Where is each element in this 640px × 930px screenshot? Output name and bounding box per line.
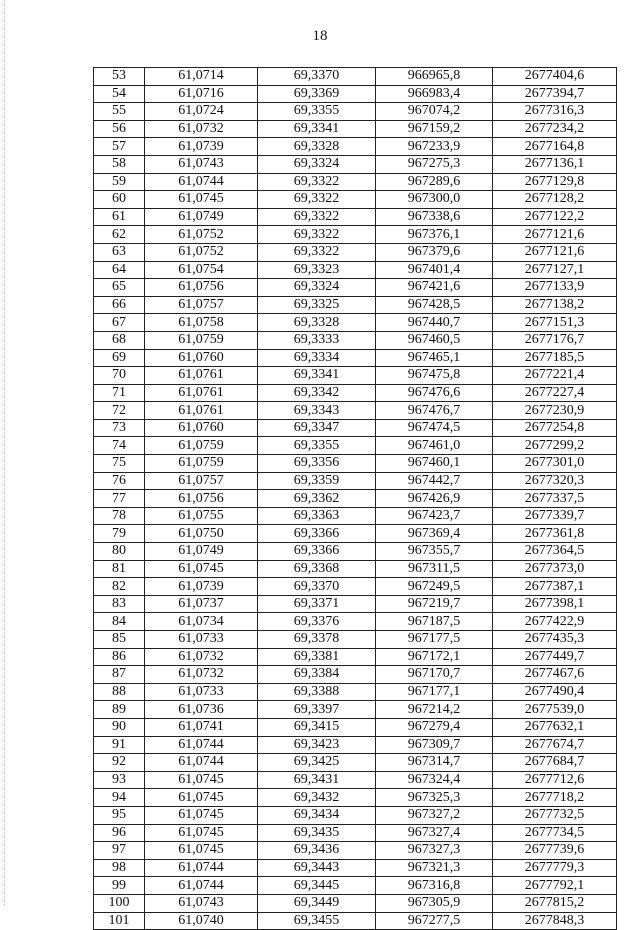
longitude-cell: 69,3356 (258, 455, 376, 473)
latitude-cell: 61,0739 (145, 578, 258, 596)
point-number-cell: 90 (94, 718, 145, 736)
x-coordinate-cell: 967379,6 (376, 243, 493, 261)
coordinates-table (93, 67, 617, 930)
table-row (94, 806, 617, 824)
table-body (94, 68, 617, 930)
point-number-cell: 79 (94, 525, 145, 543)
x-coordinate-cell: 967460,1 (376, 455, 493, 473)
y-coordinate-cell: 2677684,7 (493, 754, 617, 772)
table-row (94, 155, 617, 173)
latitude-cell: 61,0761 (145, 384, 258, 402)
y-coordinate-cell: 2677127,1 (493, 261, 617, 279)
y-coordinate-cell: 2677404,6 (493, 68, 617, 86)
latitude-cell: 61,0759 (145, 455, 258, 473)
longitude-cell: 69,3425 (258, 754, 376, 772)
longitude-cell: 69,3397 (258, 701, 376, 719)
longitude-cell: 69,3341 (258, 120, 376, 138)
point-number-cell: 74 (94, 437, 145, 455)
x-coordinate-cell: 967311,5 (376, 560, 493, 578)
longitude-cell: 69,3431 (258, 771, 376, 789)
longitude-cell: 69,3334 (258, 349, 376, 367)
x-coordinate-cell: 967314,7 (376, 754, 493, 772)
longitude-cell: 69,3370 (258, 68, 376, 86)
latitude-cell: 61,0754 (145, 261, 258, 279)
table-row (94, 314, 617, 332)
latitude-cell: 61,0743 (145, 894, 258, 912)
x-coordinate-cell: 967428,5 (376, 296, 493, 314)
binding-edge (4, 0, 7, 905)
y-coordinate-cell: 2677373,0 (493, 560, 617, 578)
longitude-cell: 69,3324 (258, 279, 376, 297)
x-coordinate-cell: 967440,7 (376, 314, 493, 332)
x-coordinate-cell: 967214,2 (376, 701, 493, 719)
point-number-cell: 57 (94, 138, 145, 156)
y-coordinate-cell: 2677320,3 (493, 472, 617, 490)
latitude-cell: 61,0741 (145, 718, 258, 736)
x-coordinate-cell: 966983,4 (376, 85, 493, 103)
point-number-cell: 58 (94, 155, 145, 173)
table-row (94, 173, 617, 191)
point-number-cell: 73 (94, 419, 145, 437)
point-number-cell: 65 (94, 279, 145, 297)
table-row (94, 543, 617, 561)
latitude-cell: 61,0734 (145, 613, 258, 631)
x-coordinate-cell: 967159,2 (376, 120, 493, 138)
latitude-cell: 61,0737 (145, 595, 258, 613)
longitude-cell: 69,3366 (258, 525, 376, 543)
table-row (94, 824, 617, 842)
longitude-cell: 69,3324 (258, 155, 376, 173)
table-row (94, 472, 617, 490)
longitude-cell: 69,3328 (258, 314, 376, 332)
table-row (94, 349, 617, 367)
latitude-cell: 61,0744 (145, 877, 258, 895)
x-coordinate-cell: 967476,6 (376, 384, 493, 402)
y-coordinate-cell: 2677136,1 (493, 155, 617, 173)
point-number-cell: 95 (94, 806, 145, 824)
x-coordinate-cell: 967170,7 (376, 666, 493, 684)
table-row (94, 384, 617, 402)
y-coordinate-cell: 2677539,0 (493, 701, 617, 719)
y-coordinate-cell: 2677129,8 (493, 173, 617, 191)
point-number-cell: 84 (94, 613, 145, 631)
y-coordinate-cell: 2677467,6 (493, 666, 617, 684)
x-coordinate-cell: 967423,7 (376, 507, 493, 525)
y-coordinate-cell: 2677339,7 (493, 507, 617, 525)
longitude-cell: 69,3328 (258, 138, 376, 156)
table-row (94, 736, 617, 754)
longitude-cell: 69,3322 (258, 173, 376, 191)
x-coordinate-cell: 967309,7 (376, 736, 493, 754)
point-number-cell: 81 (94, 560, 145, 578)
x-coordinate-cell: 967187,5 (376, 613, 493, 631)
latitude-cell: 61,0732 (145, 648, 258, 666)
x-coordinate-cell: 967426,9 (376, 490, 493, 508)
x-coordinate-cell: 967355,7 (376, 543, 493, 561)
table-row (94, 718, 617, 736)
longitude-cell: 69,3343 (258, 402, 376, 420)
latitude-cell: 61,0749 (145, 543, 258, 561)
point-number-cell: 101 (94, 912, 145, 930)
longitude-cell: 69,3370 (258, 578, 376, 596)
point-number-cell: 71 (94, 384, 145, 402)
longitude-cell: 69,3322 (258, 243, 376, 261)
point-number-cell: 66 (94, 296, 145, 314)
latitude-cell: 61,0760 (145, 419, 258, 437)
latitude-cell: 61,0736 (145, 701, 258, 719)
table-row (94, 789, 617, 807)
latitude-cell: 61,0755 (145, 507, 258, 525)
y-coordinate-cell: 2677128,2 (493, 191, 617, 209)
latitude-cell: 61,0749 (145, 208, 258, 226)
longitude-cell: 69,3443 (258, 859, 376, 877)
longitude-cell: 69,3378 (258, 631, 376, 649)
latitude-cell: 61,0759 (145, 437, 258, 455)
table-row (94, 208, 617, 226)
y-coordinate-cell: 2677792,1 (493, 877, 617, 895)
latitude-cell: 61,0745 (145, 560, 258, 578)
longitude-cell: 69,3434 (258, 806, 376, 824)
x-coordinate-cell: 967316,8 (376, 877, 493, 895)
y-coordinate-cell: 2677449,7 (493, 648, 617, 666)
x-coordinate-cell: 967249,5 (376, 578, 493, 596)
longitude-cell: 69,3388 (258, 683, 376, 701)
longitude-cell: 69,3368 (258, 560, 376, 578)
latitude-cell: 61,0759 (145, 331, 258, 349)
longitude-cell: 69,3366 (258, 543, 376, 561)
y-coordinate-cell: 2677732,5 (493, 806, 617, 824)
point-number-cell: 82 (94, 578, 145, 596)
latitude-cell: 61,0760 (145, 349, 258, 367)
point-number-cell: 89 (94, 701, 145, 719)
y-coordinate-cell: 2677734,5 (493, 824, 617, 842)
x-coordinate-cell: 967421,6 (376, 279, 493, 297)
y-coordinate-cell: 2677227,4 (493, 384, 617, 402)
longitude-cell: 69,3384 (258, 666, 376, 684)
x-coordinate-cell: 967476,7 (376, 402, 493, 420)
longitude-cell: 69,3435 (258, 824, 376, 842)
table-row (94, 595, 617, 613)
table-row (94, 525, 617, 543)
y-coordinate-cell: 2677398,1 (493, 595, 617, 613)
table-row (94, 631, 617, 649)
x-coordinate-cell: 967327,2 (376, 806, 493, 824)
latitude-cell: 61,0756 (145, 279, 258, 297)
point-number-cell: 62 (94, 226, 145, 244)
point-number-cell: 78 (94, 507, 145, 525)
point-number-cell: 75 (94, 455, 145, 473)
table-row (94, 103, 617, 121)
point-number-cell: 64 (94, 261, 145, 279)
table-row (94, 771, 617, 789)
latitude-cell: 61,0733 (145, 683, 258, 701)
y-coordinate-cell: 2677779,3 (493, 859, 617, 877)
table-row (94, 455, 617, 473)
y-coordinate-cell: 2677185,5 (493, 349, 617, 367)
point-number-cell: 61 (94, 208, 145, 226)
point-number-cell: 69 (94, 349, 145, 367)
x-coordinate-cell: 967289,6 (376, 173, 493, 191)
x-coordinate-cell: 967275,3 (376, 155, 493, 173)
x-coordinate-cell: 967219,7 (376, 595, 493, 613)
point-number-cell: 59 (94, 173, 145, 191)
x-coordinate-cell: 967277,5 (376, 912, 493, 930)
x-coordinate-cell: 967369,4 (376, 525, 493, 543)
table-row (94, 138, 617, 156)
table-row (94, 842, 617, 860)
point-number-cell: 92 (94, 754, 145, 772)
point-number-cell: 96 (94, 824, 145, 842)
point-number-cell: 55 (94, 103, 145, 121)
point-number-cell: 70 (94, 367, 145, 385)
table-row (94, 894, 617, 912)
latitude-cell: 61,0744 (145, 173, 258, 191)
point-number-cell: 68 (94, 331, 145, 349)
point-number-cell: 60 (94, 191, 145, 209)
x-coordinate-cell: 967475,8 (376, 367, 493, 385)
y-coordinate-cell: 2677337,5 (493, 490, 617, 508)
x-coordinate-cell: 967177,1 (376, 683, 493, 701)
y-coordinate-cell: 2677299,2 (493, 437, 617, 455)
y-coordinate-cell: 2677176,7 (493, 331, 617, 349)
latitude-cell: 61,0744 (145, 736, 258, 754)
point-number-cell: 99 (94, 877, 145, 895)
table-row (94, 120, 617, 138)
latitude-cell: 61,0752 (145, 243, 258, 261)
table-row (94, 613, 617, 631)
x-coordinate-cell: 967325,3 (376, 789, 493, 807)
longitude-cell: 69,3322 (258, 208, 376, 226)
point-number-cell: 83 (94, 595, 145, 613)
longitude-cell: 69,3376 (258, 613, 376, 631)
table-row (94, 261, 617, 279)
x-coordinate-cell: 967461,0 (376, 437, 493, 455)
longitude-cell: 69,3381 (258, 648, 376, 666)
longitude-cell: 69,3415 (258, 718, 376, 736)
table-row (94, 367, 617, 385)
table-row (94, 578, 617, 596)
x-coordinate-cell: 967338,6 (376, 208, 493, 226)
x-coordinate-cell: 966965,8 (376, 68, 493, 86)
x-coordinate-cell: 967172,1 (376, 648, 493, 666)
longitude-cell: 69,3323 (258, 261, 376, 279)
point-number-cell: 86 (94, 648, 145, 666)
y-coordinate-cell: 2677316,3 (493, 103, 617, 121)
y-coordinate-cell: 2677712,6 (493, 771, 617, 789)
y-coordinate-cell: 2677422,9 (493, 613, 617, 631)
longitude-cell: 69,3432 (258, 789, 376, 807)
x-coordinate-cell: 967460,5 (376, 331, 493, 349)
page-number: 18 (312, 28, 328, 44)
point-number-cell: 72 (94, 402, 145, 420)
y-coordinate-cell: 2677122,2 (493, 208, 617, 226)
latitude-cell: 61,0745 (145, 806, 258, 824)
latitude-cell: 61,0757 (145, 296, 258, 314)
x-coordinate-cell: 967279,4 (376, 718, 493, 736)
y-coordinate-cell: 2677394,7 (493, 85, 617, 103)
table-row (94, 226, 617, 244)
x-coordinate-cell: 967074,2 (376, 103, 493, 121)
point-number-cell: 63 (94, 243, 145, 261)
table-row (94, 877, 617, 895)
y-coordinate-cell: 2677490,4 (493, 683, 617, 701)
x-coordinate-cell: 967376,1 (376, 226, 493, 244)
longitude-cell: 69,3333 (258, 331, 376, 349)
longitude-cell: 69,3449 (258, 894, 376, 912)
y-coordinate-cell: 2677815,2 (493, 894, 617, 912)
y-coordinate-cell: 2677848,3 (493, 912, 617, 930)
y-coordinate-cell: 2677364,5 (493, 543, 617, 561)
table-row (94, 437, 617, 455)
latitude-cell: 61,0761 (145, 402, 258, 420)
point-number-cell: 87 (94, 666, 145, 684)
longitude-cell: 69,3445 (258, 877, 376, 895)
point-number-cell: 80 (94, 543, 145, 561)
table-row (94, 279, 617, 297)
point-number-cell: 77 (94, 490, 145, 508)
y-coordinate-cell: 2677221,4 (493, 367, 617, 385)
y-coordinate-cell: 2677121,6 (493, 226, 617, 244)
latitude-cell: 61,0739 (145, 138, 258, 156)
table-row (94, 859, 617, 877)
table-row (94, 68, 617, 86)
latitude-cell: 61,0745 (145, 842, 258, 860)
table-row (94, 666, 617, 684)
longitude-cell: 69,3362 (258, 490, 376, 508)
latitude-cell: 61,0744 (145, 859, 258, 877)
latitude-cell: 61,0740 (145, 912, 258, 930)
latitude-cell: 61,0758 (145, 314, 258, 332)
longitude-cell: 69,3363 (258, 507, 376, 525)
y-coordinate-cell: 2677133,9 (493, 279, 617, 297)
x-coordinate-cell: 967233,9 (376, 138, 493, 156)
y-coordinate-cell: 2677234,2 (493, 120, 617, 138)
x-coordinate-cell: 967401,4 (376, 261, 493, 279)
longitude-cell: 69,3341 (258, 367, 376, 385)
latitude-cell: 61,0732 (145, 120, 258, 138)
point-number-cell: 54 (94, 85, 145, 103)
point-number-cell: 100 (94, 894, 145, 912)
longitude-cell: 69,3322 (258, 226, 376, 244)
x-coordinate-cell: 967442,7 (376, 472, 493, 490)
longitude-cell: 69,3423 (258, 736, 376, 754)
longitude-cell: 69,3342 (258, 384, 376, 402)
latitude-cell: 61,0714 (145, 68, 258, 86)
table-row (94, 683, 617, 701)
point-number-cell: 85 (94, 631, 145, 649)
point-number-cell: 91 (94, 736, 145, 754)
table-row (94, 243, 617, 261)
latitude-cell: 61,0716 (145, 85, 258, 103)
y-coordinate-cell: 2677301,0 (493, 455, 617, 473)
x-coordinate-cell: 967177,5 (376, 631, 493, 649)
point-number-cell: 88 (94, 683, 145, 701)
table-row (94, 490, 617, 508)
latitude-cell: 61,0743 (145, 155, 258, 173)
y-coordinate-cell: 2677739,6 (493, 842, 617, 860)
point-number-cell: 76 (94, 472, 145, 490)
table-row (94, 560, 617, 578)
longitude-cell: 69,3455 (258, 912, 376, 930)
x-coordinate-cell: 967327,3 (376, 842, 493, 860)
point-number-cell: 67 (94, 314, 145, 332)
latitude-cell: 61,0752 (145, 226, 258, 244)
y-coordinate-cell: 2677254,8 (493, 419, 617, 437)
y-coordinate-cell: 2677632,1 (493, 718, 617, 736)
table-row (94, 507, 617, 525)
table-row (94, 754, 617, 772)
point-number-cell: 97 (94, 842, 145, 860)
latitude-cell: 61,0732 (145, 666, 258, 684)
table-row (94, 402, 617, 420)
point-number-cell: 94 (94, 789, 145, 807)
y-coordinate-cell: 2677435,3 (493, 631, 617, 649)
y-coordinate-cell: 2677151,3 (493, 314, 617, 332)
table-row (94, 331, 617, 349)
y-coordinate-cell: 2677164,8 (493, 138, 617, 156)
x-coordinate-cell: 967474,5 (376, 419, 493, 437)
y-coordinate-cell: 2677230,9 (493, 402, 617, 420)
y-coordinate-cell: 2677718,2 (493, 789, 617, 807)
latitude-cell: 61,0745 (145, 771, 258, 789)
table-row (94, 648, 617, 666)
y-coordinate-cell: 2677674,7 (493, 736, 617, 754)
point-number-cell: 93 (94, 771, 145, 789)
y-coordinate-cell: 2677138,2 (493, 296, 617, 314)
latitude-cell: 61,0761 (145, 367, 258, 385)
table-row (94, 912, 617, 930)
longitude-cell: 69,3325 (258, 296, 376, 314)
longitude-cell: 69,3355 (258, 103, 376, 121)
longitude-cell: 69,3369 (258, 85, 376, 103)
y-coordinate-cell: 2677387,1 (493, 578, 617, 596)
x-coordinate-cell: 967324,4 (376, 771, 493, 789)
latitude-cell: 61,0757 (145, 472, 258, 490)
longitude-cell: 69,3359 (258, 472, 376, 490)
x-coordinate-cell: 967300,0 (376, 191, 493, 209)
longitude-cell: 69,3436 (258, 842, 376, 860)
table-row (94, 419, 617, 437)
latitude-cell: 61,0733 (145, 631, 258, 649)
table-row (94, 701, 617, 719)
latitude-cell: 61,0745 (145, 789, 258, 807)
latitude-cell: 61,0750 (145, 525, 258, 543)
longitude-cell: 69,3371 (258, 595, 376, 613)
latitude-cell: 61,0745 (145, 824, 258, 842)
point-number-cell: 56 (94, 120, 145, 138)
table-row (94, 191, 617, 209)
y-coordinate-cell: 2677361,8 (493, 525, 617, 543)
longitude-cell: 69,3347 (258, 419, 376, 437)
latitude-cell: 61,0745 (145, 191, 258, 209)
x-coordinate-cell: 967321,3 (376, 859, 493, 877)
latitude-cell: 61,0744 (145, 754, 258, 772)
x-coordinate-cell: 967327,4 (376, 824, 493, 842)
point-number-cell: 53 (94, 68, 145, 86)
table-row (94, 296, 617, 314)
point-number-cell: 98 (94, 859, 145, 877)
longitude-cell: 69,3322 (258, 191, 376, 209)
x-coordinate-cell: 967465,1 (376, 349, 493, 367)
longitude-cell: 69,3355 (258, 437, 376, 455)
y-coordinate-cell: 2677121,6 (493, 243, 617, 261)
latitude-cell: 61,0724 (145, 103, 258, 121)
x-coordinate-cell: 967305,9 (376, 894, 493, 912)
latitude-cell: 61,0756 (145, 490, 258, 508)
table-row (94, 85, 617, 103)
